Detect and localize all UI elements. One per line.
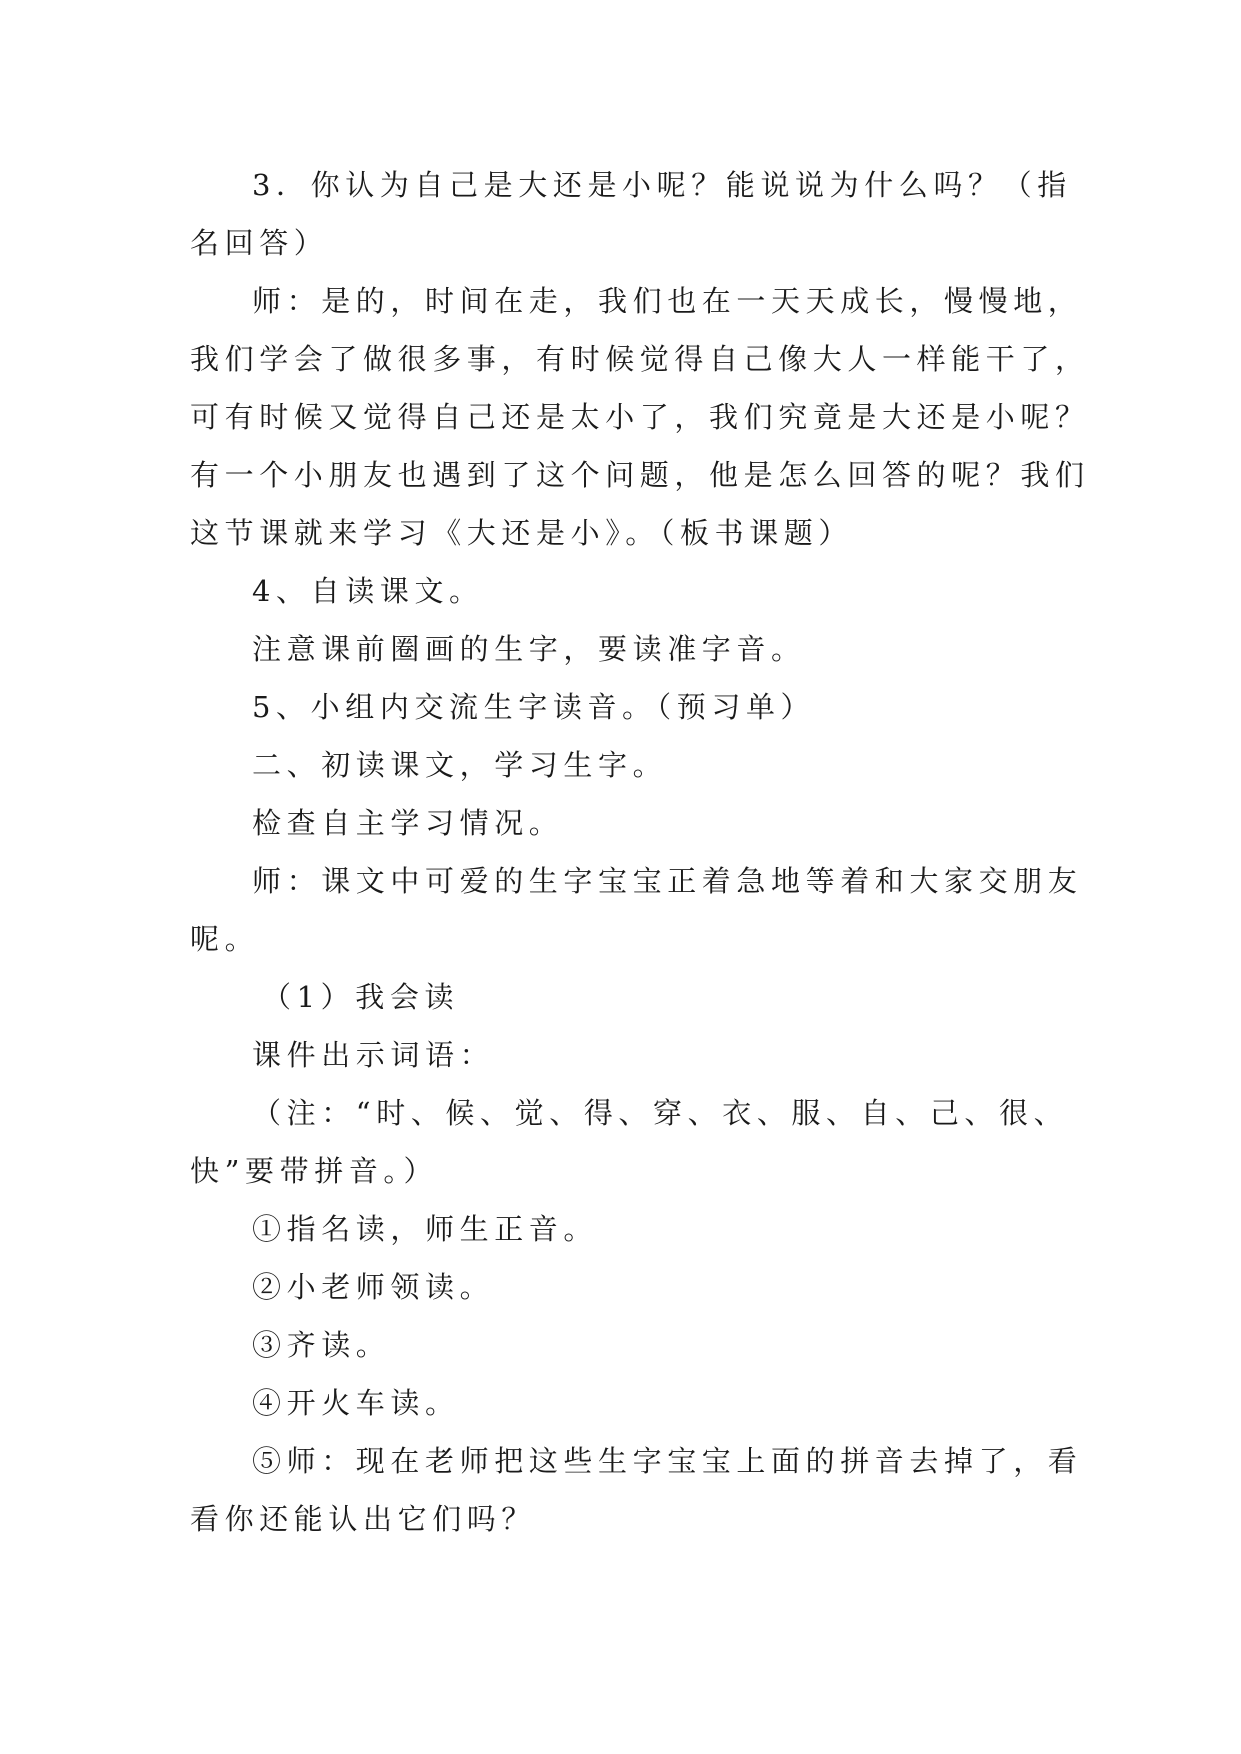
text-line: ④开火车读。	[252, 1386, 460, 1420]
text-line: 5、小组内交流生字读音。（预习单）	[252, 690, 816, 724]
text-line: 3．你认为自己是大还是小呢？能说说为什么吗？（指	[252, 168, 1072, 202]
text-line: ⑤师：现在老师把这些生字宝宝上面的拼音去掉了，看	[252, 1444, 1083, 1478]
text-line: 名回答）	[190, 226, 329, 260]
text-line: 检查自主学习情况。	[252, 806, 564, 840]
text-line: 师：课文中可爱的生字宝宝正着急地等着和大家交朋友	[252, 864, 1083, 898]
text-line: 看你还能认出它们吗？	[190, 1502, 537, 1536]
text-line: 4、自读课文。	[252, 574, 484, 608]
text-line: 我们学会了做很多事，有时候觉得自己像大人一样能干了，	[190, 342, 1090, 376]
text-line: 有一个小朋友也遇到了这个问题，他是怎么回答的呢？我们	[190, 458, 1090, 492]
text-line: 这节课就来学习《大还是小》。（板书课题）	[190, 516, 854, 550]
text-line: 课件出示词语：	[252, 1038, 495, 1072]
text-line: ②小老师领读。	[252, 1270, 495, 1304]
text-line: ①指名读，师生正音。	[252, 1212, 599, 1246]
text-line: 呢。	[190, 922, 260, 956]
text-line: 可有时候又觉得自己还是太小了，我们究竟是大还是小呢？	[190, 400, 1090, 434]
text-line: 注意课前圈画的生字，要读准字音。	[252, 632, 806, 666]
text-line: （注：“时、候、觉、得、穿、衣、服、自、己、很、	[252, 1096, 1069, 1130]
text-line: （1）我会读	[262, 980, 460, 1014]
text-line: 二、初读课文，学习生字。	[252, 748, 668, 782]
text-line: 快”要带拼音。）	[190, 1154, 439, 1188]
text-line: ③齐读。	[252, 1328, 391, 1362]
text-line: 师：是的，时间在走，我们也在一天天成长，慢慢地，	[252, 284, 1083, 318]
